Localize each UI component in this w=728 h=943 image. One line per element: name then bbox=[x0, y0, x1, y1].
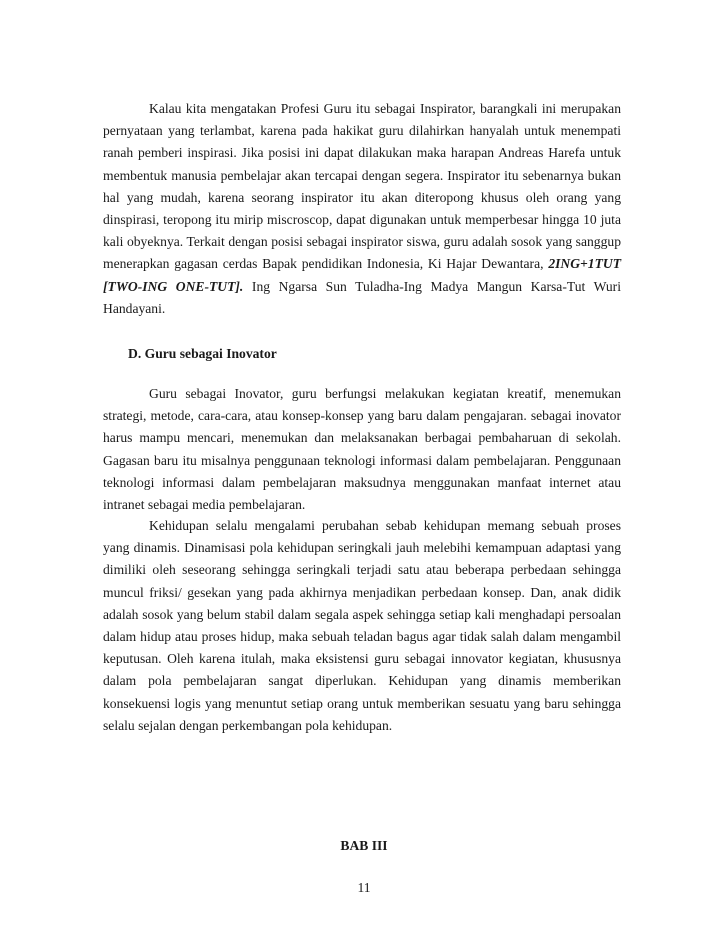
paragraph-inspirator-tail: Ing Ngarsa Sun Tuladha-Ing Madya Mangun Karsa-Tut Wuri Handayani. bbox=[103, 278, 621, 316]
paragraph-inspirator-emphasis: 2ING+1TUT [TWO-ING ONE-TUT]. bbox=[103, 256, 622, 294]
paragraph-inspirator-text: Kalau kita mengatakan Profesi Guru itu sebagai Inspirator, barangkali ini merupakan pernyataan yang terlambat, karena pada hakikat guru dilahirkan hanyalah untuk menempati ranah pemberi inspirasi. Jika posisi ini dapat dilakukan maka harapan Andreas Harefa untuk membentuk manusia pembelajar akan tercapai dengan segera. Inspirator itu sebenarnya bukan hal yang mudah, karena seorang inspirator itu akan diteropong khusus oleh orang yang dinspirasi, teropong itu mirip miscroscop, dapat digunakan untuk memperbesar hingga 10 juta kali obyeknya. Terkait dengan posisi sebagai inspirator siswa, guru adalah sosok yang sanggup menerapkan gagasan cerdas Bapak pendidikan Indonesia, Ki Hajar Dewantara, bbox=[103, 101, 621, 272]
page-number: 11 bbox=[357, 880, 371, 895]
paragraph-inovator: Guru sebagai Inovator, guru berfungsi melakukan kegiatan kreatif, menemukan strategi, metode, cara-cara, atau konsep-konsep yang baru dalam pengajaran. sebagai inovator harus mampu mencari, menemukan dan melaksanakan berbagai pembaharuan di sekolah. Gagasan baru itu misalnya penggunaan teknologi informasi dalam pembelajaran. Penggunaan teknologi informasi dalam pembelajaran maksudnya menggunakan manfaat internet atau intranet sebagai media pembelajaran. bbox=[103, 386, 621, 513]
paragraph-kehidupan: Kehidupan selalu mengalami perubahan sebab kehidupan memang sebuah proses yang dinamis. Dinamisasi pola kehidupan seringkali jauh melebihi kemampuan adaptasi yang dimiliki oleh seseorang sehingga seringkali terjadi satu atau beberapa perbedaan sehingga muncul friksi/ gesekan yang pada akhirnya menjadikan perbedaan konsep. Dan, anak didik adalah sosok yang belum stabil dalam segala aspek sehingga setiap kali menghadapi persoalan dalam hidup atau proses hidup, maka sebuah teladan bagus agar tidak salah dalam mengambil keputusan. Oleh karena itulah, maka eksistensi guru sebagai innovator kegiatan, khususnya dalam pola pembelajaran sangat diperlukan. Kehidupan yang dinamis memberikan konsekuensi logis yang menuntut setiap orang untuk memberikan sesuatu yang baru sehingga selalu sejalan dengan perkembangan pola kehidupan. bbox=[103, 518, 621, 733]
paragraph-inspirator bbox=[103, 98, 621, 320]
section-heading-inovator: D. Guru sebagai Inovator bbox=[128, 346, 277, 361]
chapter-heading: BAB III bbox=[340, 838, 388, 853]
